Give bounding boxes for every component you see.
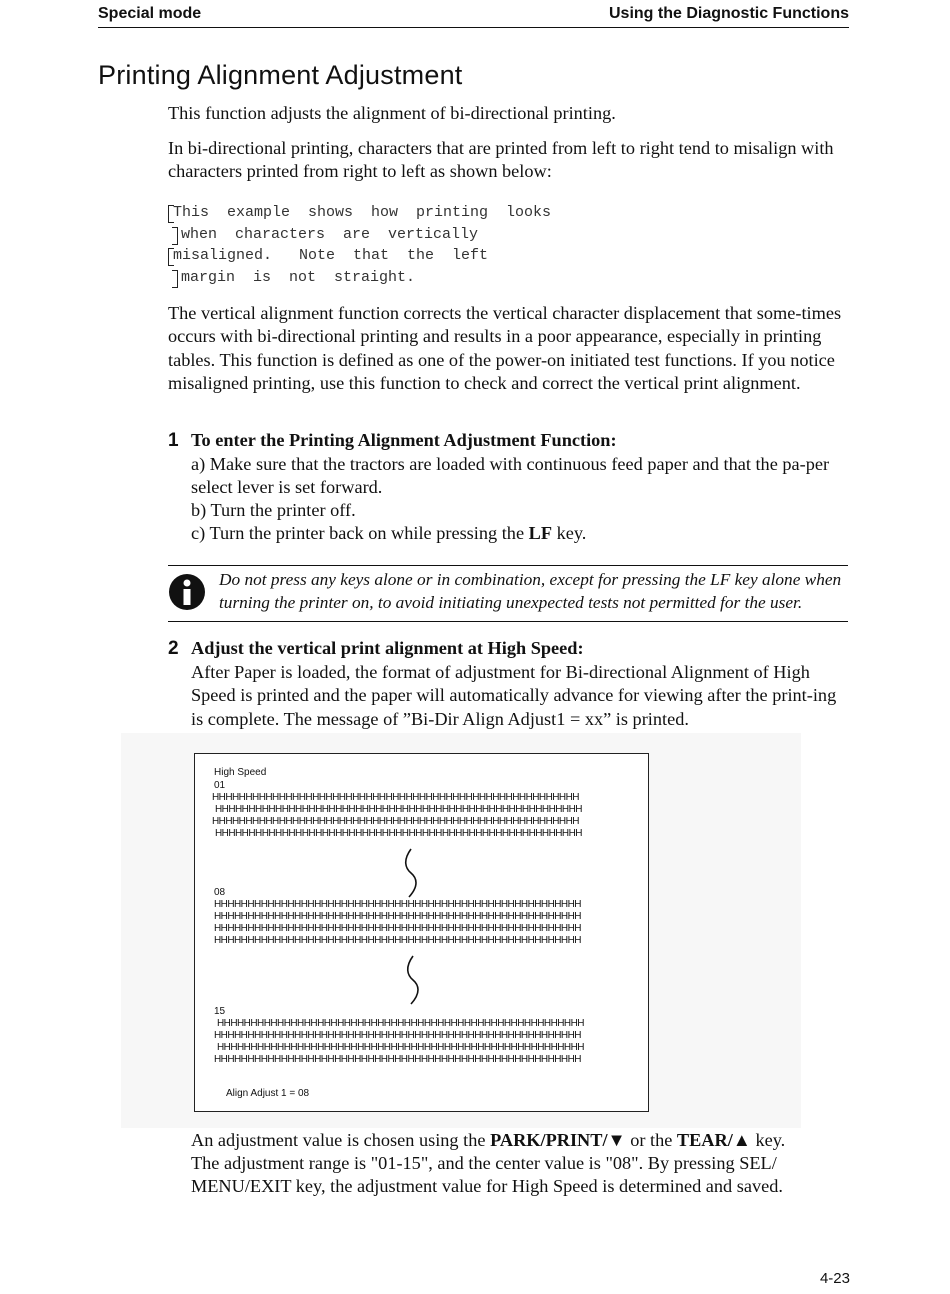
h-row: HHHHHHHHHHHHHHHHHHHHHHHHHHHHHHHHHHHHHHHHHHHHHHHHHHHHHHH [214, 923, 581, 934]
step-2-body: After Paper is loaded, the format of adjustment for Bi-directional Alignment of High Speed is printed and the paper will automatically advance for viewing after the print-ing is complete. The message of ”Bi-Dir Align Adjust1 = xx” is printed. [191, 662, 837, 729]
h-row: HHHHHHHHHHHHHHHHHHHHHHHHHHHHHHHHHHHHHHHHHHHHHHHHHHHHHHH [212, 792, 579, 803]
h-row: HHHHHHHHHHHHHHHHHHHHHHHHHHHHHHHHHHHHHHHHHHHHHHHHHHHHHHH [214, 911, 581, 922]
example-line: This example shows how printing looks [168, 202, 551, 224]
lf-key-label: LF [528, 523, 553, 543]
page-header [98, 5, 849, 28]
tear-key-label: TEAR/▲ [676, 1130, 751, 1150]
h-row: HHHHHHHHHHHHHHHHHHHHHHHHHHHHHHHHHHHHHHHHHHHHHHHHHHHHHHH [214, 899, 581, 910]
closing-paragraph-2: The adjustment range is "01-15", and the center value is "08". By pressing SEL/ MENU/EXIT key, the adjustment value for High Speed is determined and saved. [191, 1153, 783, 1197]
info-icon [168, 573, 206, 611]
intro-paragraph: This function adjusts the alignment of bi-directional printing. [168, 103, 616, 123]
step-1-substep-c: c) Turn the printer back on while pressing the LF key. [191, 523, 587, 543]
h-row: HHHHHHHHHHHHHHHHHHHHHHHHHHHHHHHHHHHHHHHHHHHHHHHHHHHHHHH [212, 816, 579, 827]
step-2-title: Adjust the vertical print alignment at High Speed: [191, 638, 584, 658]
header-section-label: Special mode [98, 5, 202, 22]
example-line: when characters are vertically [172, 225, 479, 243]
step-1-title: To enter the Printing Alignment Adjustment Function: [191, 430, 617, 450]
step-1-substep-a: a) Make sure that the tractors are loaded with continuous feed paper and that the pa-per select lever is set forward. [191, 454, 830, 498]
description-paragraph: The vertical alignment function corrects the vertical character displacement that some-times occurs with bi-directional printing and results in a poor appearance, especially in printing tables. This function is defined as one of the power-on initiated test functions. If you notice misaligned printing, use this function to check and correct the vertical print alignment. [168, 303, 842, 393]
h-row: HHHHHHHHHHHHHHHHHHHHHHHHHHHHHHHHHHHHHHHHHHHHHHHHHHHHHHH [217, 1018, 584, 1029]
align-adjust-readout: Align Adjust 1 = 08 [226, 1088, 310, 1099]
misalignment-example [168, 202, 551, 288]
closing-paragraph-1: An adjustment value is chosen using the PARK/PRINT/▼ or the TEAR/▲ key. [191, 1130, 786, 1150]
group-label: 08 [214, 887, 226, 898]
break-wave-icon [403, 848, 419, 898]
page-number: 4-23 [819, 1270, 850, 1287]
group-label: 01 [214, 780, 226, 791]
step-2-number: 2 [168, 638, 179, 659]
figure-heading: High Speed [214, 767, 267, 778]
header-chapter-label: Using the Diagnostic Functions [608, 5, 849, 22]
intro-paragraph-2: In bi-directional printing, characters that are printed from left to right tend to misalign with characters printed from right to left as shown below: [168, 138, 834, 182]
step-1-substep-b: b) Turn the printer off. [191, 500, 356, 520]
group-label: 15 [214, 1006, 226, 1017]
alignment-printout-figure [194, 753, 649, 1112]
note-text: Do not press any keys alone or in combination, except for pressing the LF key alone when turning the printer on, to avoid initiating unexpected tests not permitted for the user. [219, 570, 842, 612]
example-line: margin is not straight. [172, 268, 416, 286]
break-wave-icon [405, 955, 421, 1005]
h-row: HHHHHHHHHHHHHHHHHHHHHHHHHHHHHHHHHHHHHHHHHHHHHHHHHHHHHHH [215, 804, 582, 815]
h-row: HHHHHHHHHHHHHHHHHHHHHHHHHHHHHHHHHHHHHHHHHHHHHHHHHHHHHHH [215, 828, 582, 839]
step-1-number: 1 [168, 430, 179, 451]
h-row: HHHHHHHHHHHHHHHHHHHHHHHHHHHHHHHHHHHHHHHHHHHHHHHHHHHHHHH [217, 1042, 584, 1053]
h-row: HHHHHHHHHHHHHHHHHHHHHHHHHHHHHHHHHHHHHHHHHHHHHHHHHHHHHHH [214, 935, 581, 946]
note-box [168, 565, 848, 622]
h-row: HHHHHHHHHHHHHHHHHHHHHHHHHHHHHHHHHHHHHHHHHHHHHHHHHHHHHHH [214, 1054, 581, 1065]
park-print-key-label: PARK/PRINT/▼ [490, 1130, 626, 1150]
page-title: Printing Alignment Adjustment [98, 60, 463, 90]
h-row: HHHHHHHHHHHHHHHHHHHHHHHHHHHHHHHHHHHHHHHHHHHHHHHHHHHHHHH [214, 1030, 581, 1041]
example-line: misaligned. Note that the left [168, 245, 551, 267]
